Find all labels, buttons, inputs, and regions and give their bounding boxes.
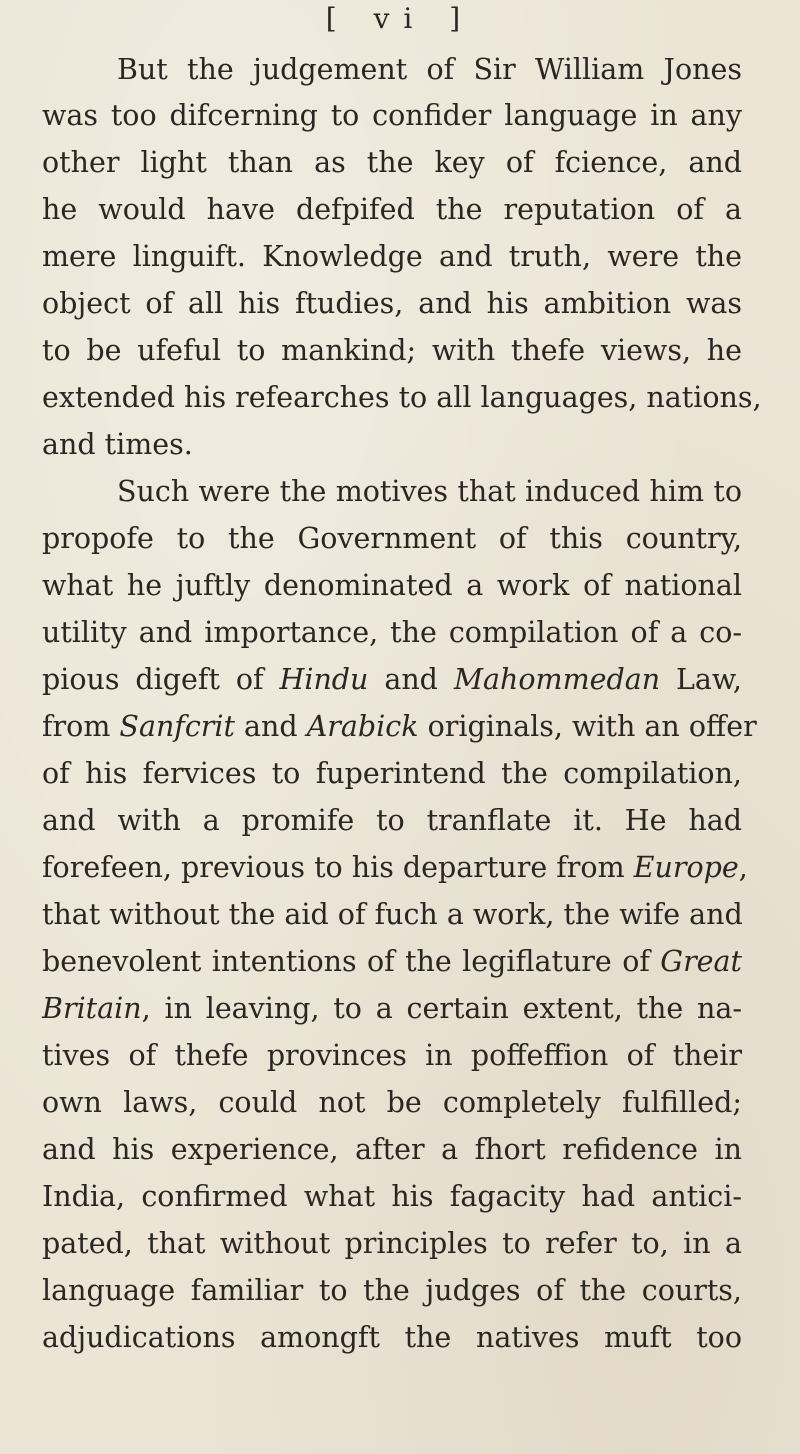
text-line: tives of thefe provinces in poffeffion of their — [42, 1039, 742, 1072]
text-line: own laws, could not be completely fulfilled; — [42, 1086, 742, 1119]
text-line: and with a promife to tranflate it. He had — [42, 804, 742, 837]
text-line: forefeen, previous to his departure from Europe, — [42, 851, 748, 884]
text-line: object of all his ftudies, and his ambition was — [42, 287, 742, 320]
text-line: extended his refearches to all languages, nations, — [42, 381, 762, 414]
text-line: of his fervices to fuperintend the compilation, — [42, 757, 742, 790]
text-line: was too difcerning to confider language in any — [42, 99, 742, 132]
text-line: benevolent intentions of the legiflature of Great — [42, 945, 742, 978]
italic-word: Great — [660, 945, 742, 978]
italic-word: Europe — [633, 851, 739, 884]
italic-word: Arabick — [306, 710, 419, 743]
text-line: Britain, in leaving, to a certain extent, the na- — [42, 992, 742, 1025]
text-line: to be ufeful to mankind; with thefe views, he — [42, 334, 742, 367]
text-line: Such were the motives that induced him to — [117, 475, 742, 508]
text-line: language familiar to the judges of the courts, — [42, 1274, 742, 1307]
text-line: from Sanfcrit and Arabick originals, with an offer — [42, 710, 757, 743]
text-line: mere linguift. Knowledge and truth, were the — [42, 240, 742, 273]
page-number: [ vi ] — [325, 2, 475, 35]
text-line: other light than as the key of fcience, and — [42, 146, 742, 179]
text-line: and times. — [42, 428, 193, 461]
italic-word: Hindu — [279, 663, 369, 696]
text-line: that without the aid of fuch a work, the wife and — [42, 898, 743, 931]
text-line: propofe to the Government of this country, — [42, 522, 742, 555]
text-line: he would have defpifed the reputation of a — [42, 193, 742, 226]
text-line: utility and importance, the compilation of a co- — [42, 616, 742, 649]
italic-word: Sanfcrit — [119, 710, 235, 743]
text-line: But the judgement of Sir William Jones — [117, 53, 742, 86]
text-line: adjudications amongft the natives muft too — [42, 1321, 742, 1354]
text-line: what he juftly denominated a work of national — [42, 569, 742, 602]
text-line: pious digeft of Hindu and Mahommedan Law, — [42, 663, 742, 696]
italic-word: Britain — [42, 992, 142, 1025]
text-line: and his experience, after a fhort refidence in — [42, 1133, 742, 1166]
text-line: India, confirmed what his fagacity had antici- — [42, 1180, 742, 1213]
text-line: pated, that without principles to refer to, in a — [42, 1227, 742, 1260]
italic-word: Mahommedan — [453, 663, 661, 696]
